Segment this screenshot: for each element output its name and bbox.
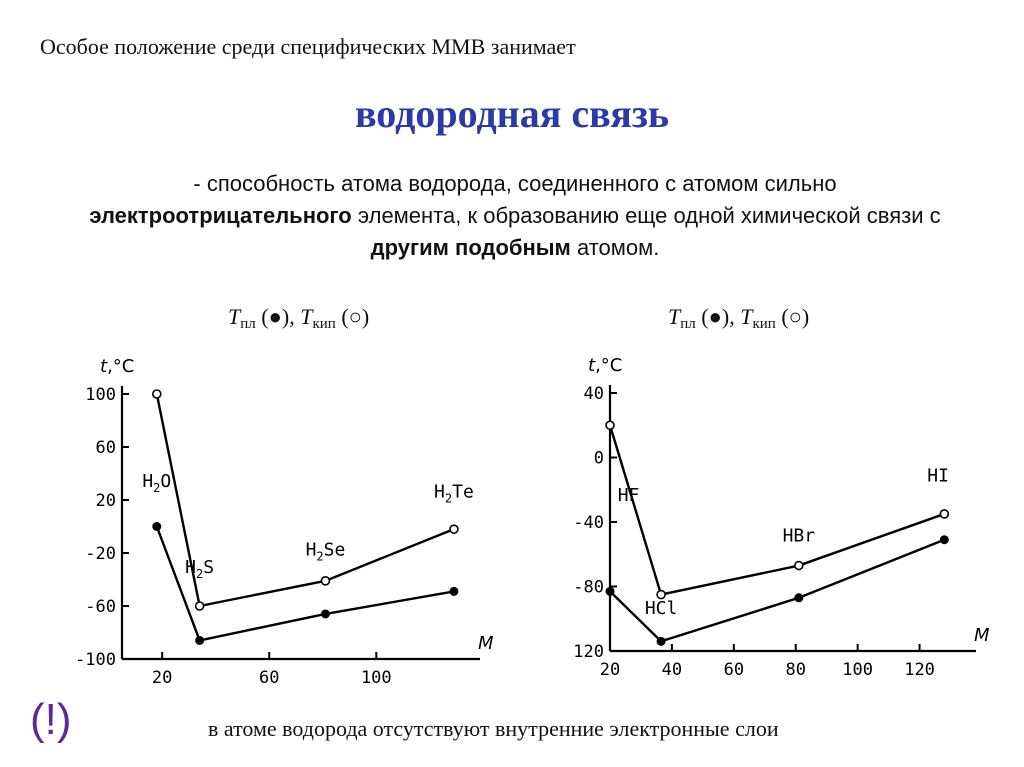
compound-label-subscript: 2 [316,549,324,564]
x-tick-label: 20 [151,668,173,688]
compound-label [645,598,678,619]
x-axis-title: M [974,625,990,646]
y-tick-label: 100 [85,385,116,405]
compound-label-base: H [434,481,445,503]
data-point-filled [153,523,161,531]
data-point-open [321,577,329,585]
legend-sub-melt: пл [240,316,256,332]
definition-part-1: - способность атома водорода, соединенного с атомом сильно [193,171,837,196]
data-point-filled [196,636,204,644]
x-tick-label: 60 [258,668,280,688]
compound-label-base: HF [617,485,640,507]
legend-sub-boil: кип [312,316,336,332]
definition-part-2: элемента, к образованию еще одной химической связи с [351,203,941,228]
y-tick-label: 60 [95,438,116,458]
data-point-open [153,390,161,398]
y-tick-label: -20 [85,544,116,564]
definition-text [60,168,970,264]
compound-label-base: HBr [782,525,816,547]
y-tick-label: -100 [75,650,116,670]
compound-label-rest: S [203,556,215,578]
x-tick-label: 40 [661,660,683,680]
data-point-filled [606,587,614,595]
compound-label-base: H [185,556,197,578]
compound-label-rest: Se [323,539,346,561]
exclamation-mark: (!) [30,695,72,744]
y-axis-title-symbol: t [588,355,596,376]
x-tick-label: 60 [723,660,745,680]
y-tick-label: 20 [95,491,116,511]
y-tick-label: 40 [583,384,604,404]
compound-label-subscript: 2 [444,491,453,506]
data-point-filled [657,637,665,645]
data-point-open [940,510,948,518]
compound-label-rest: Te [452,481,474,503]
y-axis-title-unit: ,°C [595,355,623,376]
legend-filled-marker: (●), [255,304,301,329]
legend-t-boil: T [300,304,313,329]
legend-sub-melt: пл [680,316,696,332]
legend-t-melt: T [668,304,681,329]
compound-label-subscript: 2 [196,566,204,581]
y-tick-label: -80 [573,577,604,598]
x-tick-label: 20 [599,660,621,680]
x-tick-label: 120 [904,660,935,680]
compound-label [434,481,474,505]
data-point-open [795,562,803,570]
legend-t-boil: T [740,304,753,329]
right-chart [548,345,1008,695]
left-chart [60,345,494,695]
data-point-filled [321,610,329,618]
compound-label-base: H [305,539,317,561]
compound-label [783,525,816,546]
x-tick-label: 100 [842,660,874,680]
legend-sub-boil: кип [752,316,776,332]
y-axis-title [100,356,134,377]
compound-label-base: HI [927,465,949,487]
intro-text: Особое положение среди специфических ММВ занимает [40,34,576,59]
compound-label [927,466,949,487]
y-tick-label: 120 [573,642,604,662]
definition-bold-1: электроотрицательного [89,203,352,228]
series-line-open [610,425,944,594]
data-point-open [196,602,204,610]
compound-label [142,471,171,495]
compound-label-base: H [142,470,154,492]
x-tick-label: 80 [785,660,806,680]
legend-open-marker: (○) [335,304,370,329]
y-axis-title [588,355,622,376]
compound-label [618,485,640,506]
definition-bold-2: другим подобным [370,235,571,260]
slide-heading: водородная связь [354,91,670,136]
compound-label [306,540,346,564]
x-tick-label: 100 [360,668,392,688]
compound-label-base: HCl [644,597,678,619]
legend-open-marker: (○) [775,304,810,329]
data-point-open [606,421,614,429]
y-axis-title-unit: ,°C [107,356,135,377]
footnote-text: в атоме водорода отсутствуют внутренние электронные слои [208,716,779,741]
legend-filled-marker: (●), [695,304,741,329]
x-axis-title: M [478,633,494,654]
data-point-open [450,525,458,533]
right-chart-legend [668,304,809,333]
legend-t-melt: T [228,304,241,329]
y-tick-label: -60 [85,597,116,617]
y-axis-title-symbol: t [100,356,108,377]
data-point-filled [450,587,458,595]
y-tick-label: -40 [573,513,604,533]
data-point-filled [940,536,948,544]
data-point-filled [795,594,803,602]
compound-label [185,557,214,581]
left-chart-legend [228,304,369,333]
compound-label-subscript: 2 [153,480,161,495]
definition-part-3: атомом. [570,235,660,260]
compound-label-rest: O [160,470,172,492]
y-tick-label: 0 [593,448,604,469]
